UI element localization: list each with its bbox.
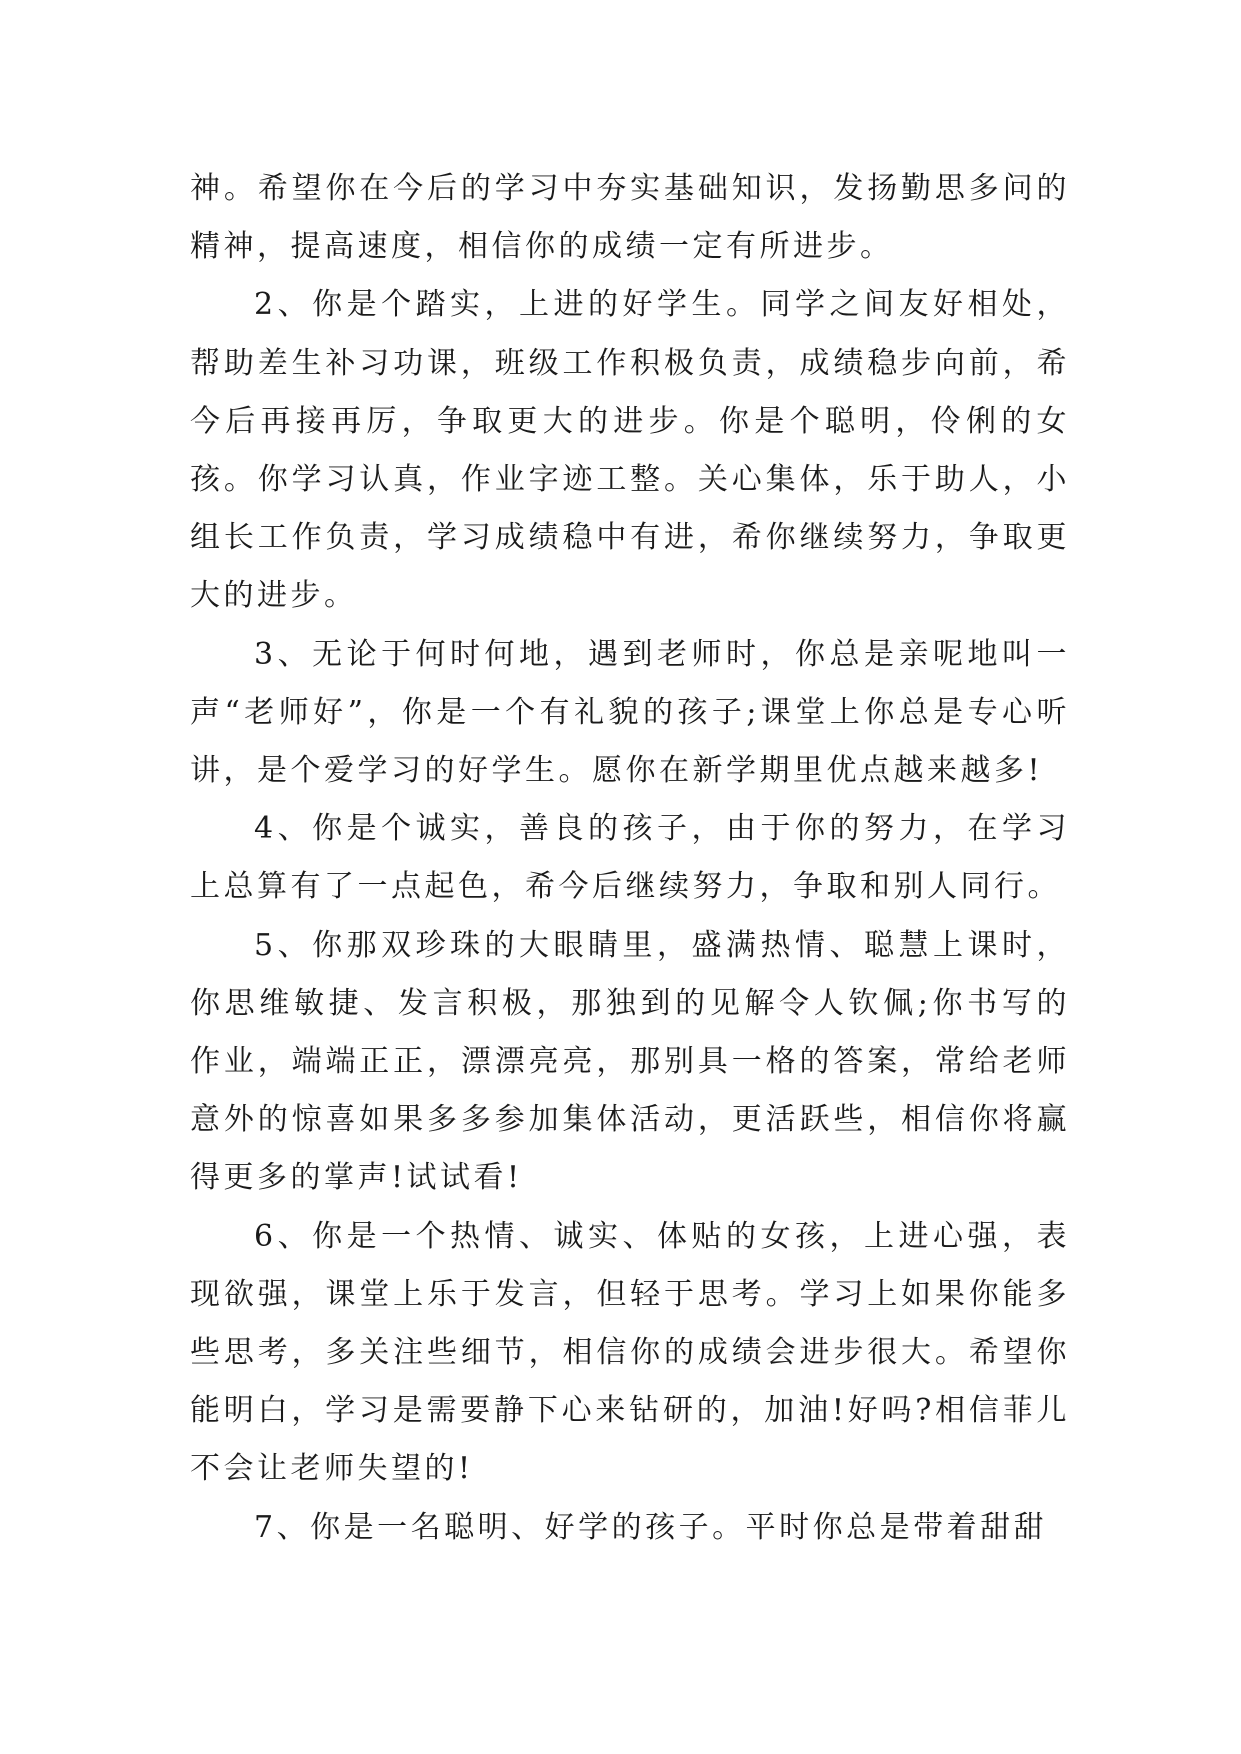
paragraph: 2、你是个踏实，上进的好学生。同学之间友好相处，帮助差生补习功课，班级工作积极负责，成绩稳步向前，希今后再接再厉，争取更大的进步。你是个聪明，伶俐的女孩。你学习认真，作业字迹工整。关心集体，乐于助人，小组长工作负责，学习成绩稳中有进，希你继续努力，争取更大的进步。 [190,287,1070,614]
paragraph: 5、你那双珍珠的大眼睛里，盛满热情、聪慧上课时，你思维敏捷、发言积极，那独到的见解令人钦佩;你书写的作业，端端正正，漂漂亮亮，那别具一格的答案，常给老师意外的惊喜如果多多参加集体活动，更活跃些，相信你将赢得更多的掌声!试试看! [190,927,1070,1196]
paragraph: 7、你是一名聪明、好学的孩子。平时你总是带着甜甜 [254,1509,1048,1545]
paragraph: 3、无论于何时何地，遇到老师时，你总是亲呢地叫一声“老师好”，你是一个有礼貌的孩子;课堂上你总是专心听讲，是个爱学习的好学生。愿你在新学期里优点越来越多! [190,636,1070,789]
document-body [190,160,1070,1557]
paragraph: 4、你是个诚实，善良的孩子，由于你的努力，在学习上总算有了一点起色，希今后继续努力，争取和别人同行。 [190,811,1070,905]
paragraph: 神。希望你在今后的学习中夯实基础知识，发扬勤思多问的精神，提高速度，相信你的成绩一定有所进步。 [190,171,1070,265]
paragraph: 6、你是一个热情、诚实、体贴的女孩，上进心强，表现欲强，课堂上乐于发言，但轻于思考。学习上如果你能多些思考，多关注些细节，相信你的成绩会进步很大。希望你能明白，学习是需要静下心来钻研的，加油!好吗?相信菲儿不会让老师失望的! [190,1218,1070,1487]
